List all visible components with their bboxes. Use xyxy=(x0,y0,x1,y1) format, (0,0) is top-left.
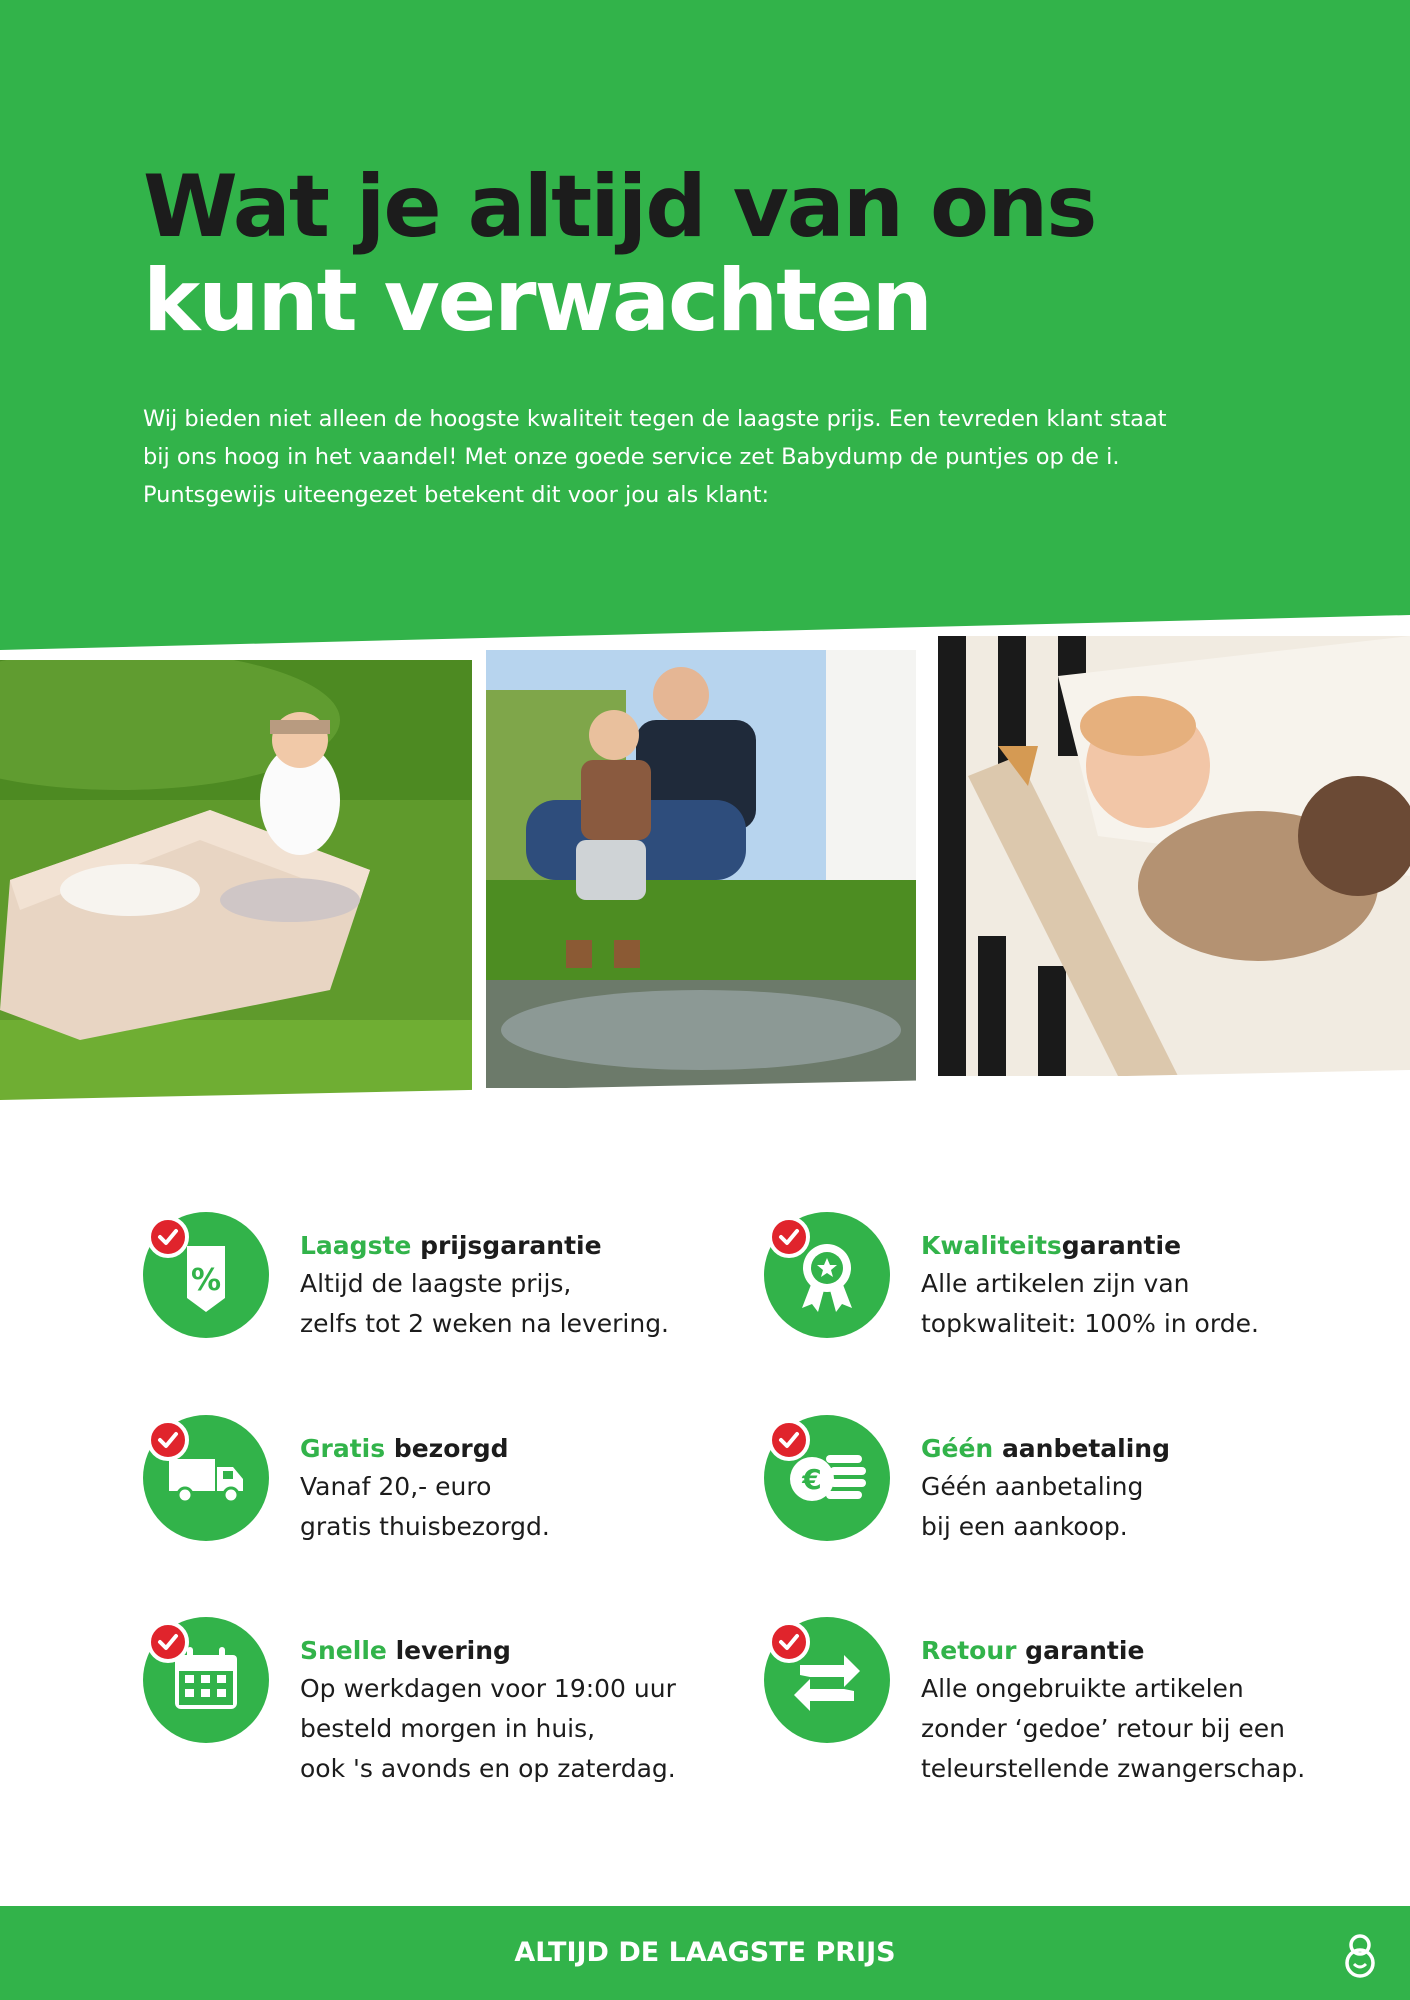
babydump-logo-icon xyxy=(1340,1930,1380,1980)
feature-title: Snelle levering xyxy=(300,1636,511,1665)
intro-paragraph: Wij bieden niet alleen de hoogste kwaliteit tegen de laagste prijs. Een tevreden klant staat bij ons hoog in het vaandel! Met onze goede service zet Babydump de puntjes op de i. Puntsgewijs uiteengezet betekent dit voor jou als klant: xyxy=(143,406,1167,508)
checkmark-icon xyxy=(768,1419,810,1461)
hero xyxy=(143,157,1293,514)
baby-in-crib-photo xyxy=(938,636,1410,1076)
checkmark-icon xyxy=(768,1216,810,1258)
checkmark-icon xyxy=(147,1621,189,1663)
feature-description: Op werkdagen voor 19:00 uur besteld morgen in huis, ook 's avonds en op zaterdag. xyxy=(300,1674,676,1783)
feature-title: Kwaliteitsgarantie xyxy=(921,1231,1182,1260)
feature-description: Alle ongebruikte artikelen zonder ‘gedoe’ retour bij een teleurstellende zwangerschap. xyxy=(921,1674,1306,1783)
feature-description: Alle artikelen zijn van topkwaliteit: 100% in orde. xyxy=(921,1269,1259,1338)
feature-snelle-levering xyxy=(143,1617,783,1787)
footer-bar xyxy=(0,1906,1410,2000)
feature-title: Laagste prijsgarantie xyxy=(300,1231,602,1260)
checkmark-icon xyxy=(147,1419,189,1461)
checkmark-icon xyxy=(768,1621,810,1663)
page-title-line-1: Wat je altijd van ons xyxy=(143,157,1096,257)
feature-title: Géén aanbetaling xyxy=(921,1434,1170,1463)
feature-description: Géén aanbetaling bij een aankoop. xyxy=(921,1472,1144,1541)
feature-title: Gratis bezorgd xyxy=(300,1434,509,1463)
checkmark-icon xyxy=(147,1216,189,1258)
svg-text:€: € xyxy=(802,1463,822,1496)
photo-strip-bottom-edge xyxy=(0,1070,1410,1150)
father-and-child-photo xyxy=(486,650,916,1088)
feature-description: Altijd de laagste prijs, zelfs tot 2 weken na levering. xyxy=(300,1269,670,1338)
baby-on-play-mat-photo xyxy=(0,660,472,1100)
feature-geen-aanbetaling xyxy=(764,1415,1404,1585)
feature-kwaliteitsgarantie xyxy=(764,1212,1404,1382)
svg-text:%: % xyxy=(190,1263,222,1298)
feature-gratis-bezorgd xyxy=(143,1415,783,1585)
feature-retour-garantie xyxy=(764,1617,1404,1787)
feature-description: Vanaf 20,- euro gratis thuisbezorgd. xyxy=(300,1472,550,1541)
footer-slogan: ALTIJD DE LAAGSTE PRIJS xyxy=(514,1937,896,1968)
page-title-line-2: kunt verwachten xyxy=(143,251,931,351)
feature-laagste-prijsgarantie xyxy=(143,1212,783,1382)
feature-title: Retour garantie xyxy=(921,1636,1145,1665)
